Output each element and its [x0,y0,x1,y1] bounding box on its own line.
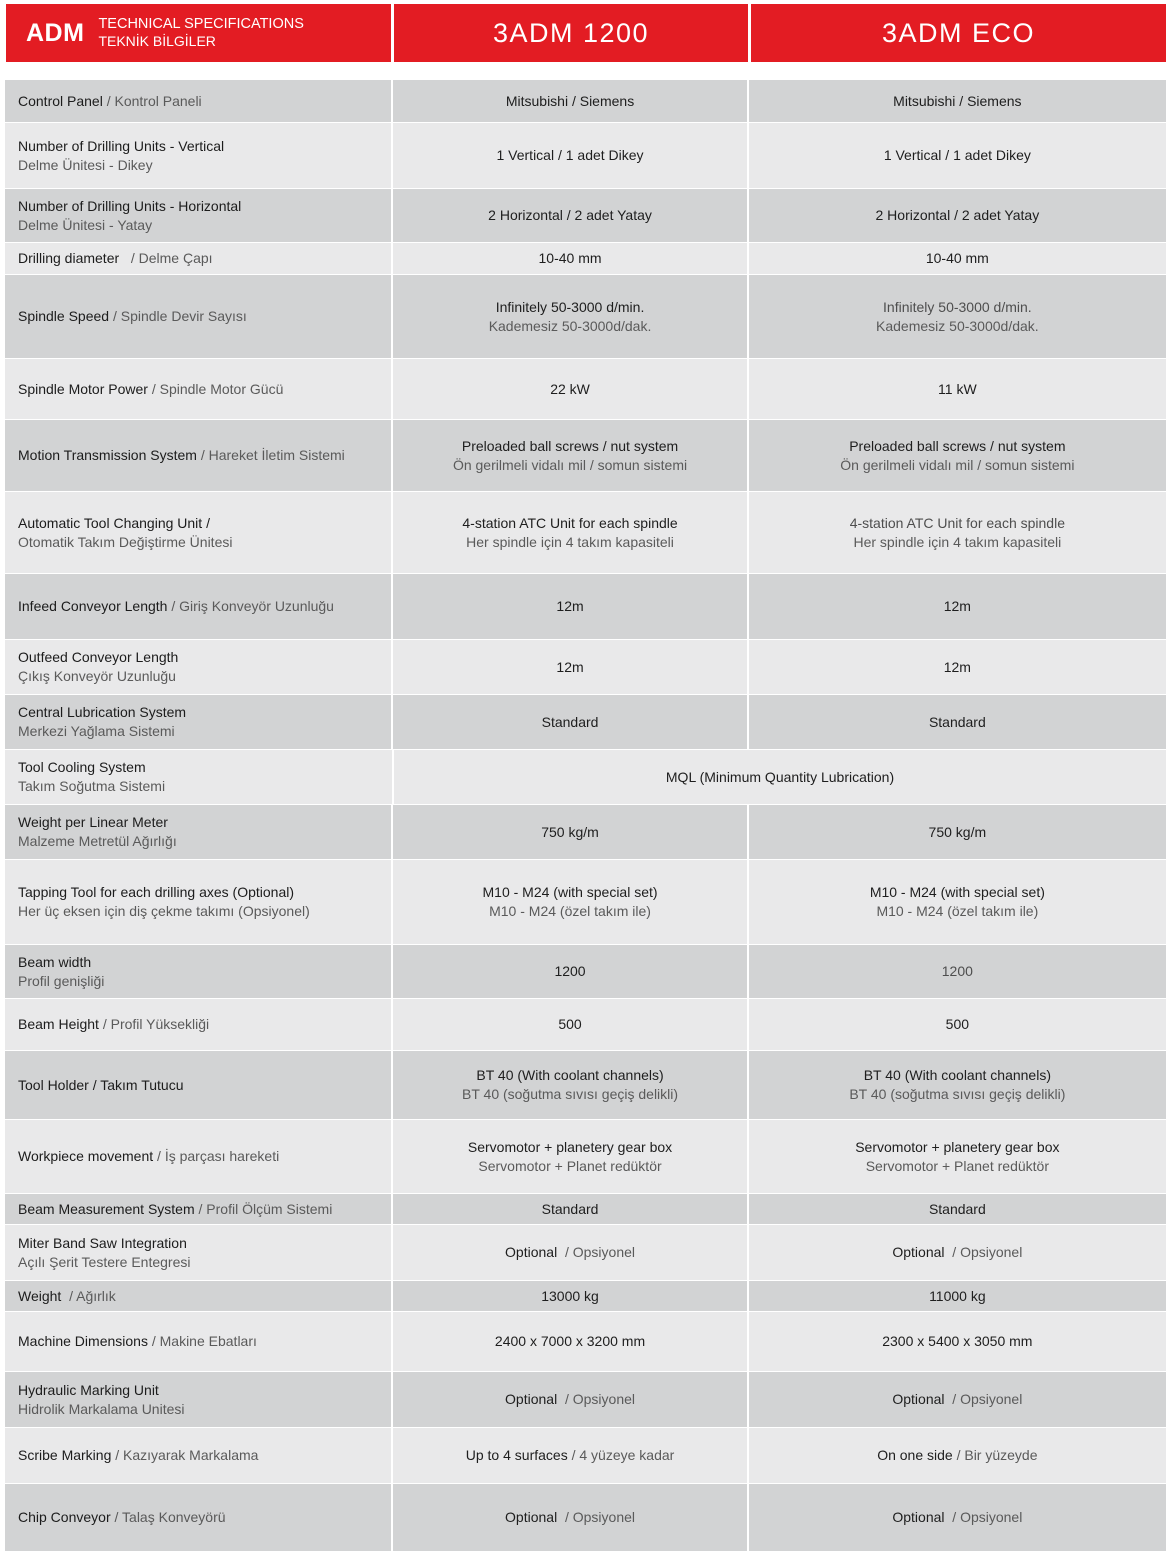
model-2-value-cell [749,359,1166,419]
table-row [5,999,1166,1051]
value-line-1: 2400 x 7000 x 3200 mm [494,1333,646,1349]
label-en: Spindle Motor Power [18,380,148,397]
model-1-value-cell [393,860,746,944]
model-2-value-cell [749,1312,1166,1371]
label-tr: Takım Soğutma Sistemi [18,778,166,794]
value-line-1: Standard [928,713,986,730]
label-en: Outfeed Conveyor Length [18,649,179,665]
label-separator: / [111,1447,124,1463]
table-row [5,640,1166,695]
spec-label-cell [5,275,391,358]
label-tr: İş parçası hareketi [164,1148,280,1164]
model-1-value-cell [393,945,746,998]
value-line-1: 2300 x 5400 x 3050 mm [882,1333,1033,1349]
label-tr: Delme Ünitesi - Dikey [18,156,153,173]
table-row [5,1120,1166,1194]
spec-label-cell [5,189,391,242]
model-1-value-cell [393,1194,746,1224]
value-line-1: 13000 kg [541,1287,599,1304]
spec-label-cell [5,243,391,274]
model-1-value-cell [393,275,746,358]
label-en: Control Panel [18,92,103,109]
spec-label-cell [5,420,391,491]
model-1-value-cell [393,695,746,749]
value-line-1: 12m [556,598,584,614]
table-row [5,945,1166,999]
table-row [5,1312,1166,1372]
model-1-value-cell [393,805,746,859]
label-en: Chip Conveyor [18,1509,111,1525]
value-tr: Bir yüzeyde [964,1447,1038,1463]
table-row [5,123,1166,189]
value-line-1: Standard [541,713,599,730]
value-line-1: M10 - M24 (with special set) [482,884,658,900]
value-tr: Opsiyonel [572,1391,636,1407]
value-line-2: Her spindle için 4 takım kapasiteli [466,533,674,550]
value-line-1: 1 Vertical / 1 adet Dikey [496,147,644,163]
table-row [5,359,1166,420]
value-line-1: BT 40 (With coolant channels) [863,1067,1051,1083]
value-line-2: BT 40 (soğutma sıvısı geçiş delikli) [849,1086,1066,1102]
value-line-2: Servomotor + Planet redüktör [478,1157,662,1174]
value-tr: Opsiyonel [960,1509,1023,1525]
spec-label-cell [5,1194,391,1224]
value-line-1: Standard [541,1200,599,1217]
spec-label-cell [5,945,391,998]
label-separator: / [167,598,180,614]
value-line-1: Mitsubishi / Siemens [893,92,1022,109]
value-en: Optional [505,1509,558,1525]
value-line-1: Standard [928,1200,986,1217]
model-1-value-cell [393,999,746,1050]
model-2-value-cell [749,189,1166,242]
model-2-value-cell [749,695,1166,749]
table-row [5,80,1166,123]
value-tr: Opsiyonel [960,1391,1023,1407]
label-en: Miter Band Saw Integration [18,1234,187,1251]
label-separator: / [110,1509,123,1525]
label-separator: / [194,1200,207,1217]
value-line-1: 750 kg/m [928,823,987,840]
model-2-value-cell [749,420,1166,491]
label-tr: Hareket İletim Sistemi [208,447,345,463]
model-1-value-cell [393,492,746,573]
model-2-value-cell [749,860,1166,944]
label-en: Tapping Tool for each drilling axes (Optional) [18,884,295,900]
value-line-2: M10 - M24 (özel takım ile) [489,903,651,919]
value-separator: / [557,1509,573,1525]
value-separator: / [567,1447,580,1463]
value-line-1: 11000 kg [929,1287,986,1304]
model-1-heading: 3ADM 1200 [394,4,748,62]
table-row [5,189,1166,243]
spec-label-cell [5,1428,391,1483]
model-2-value-cell [749,945,1166,998]
model-2-value-cell [749,574,1166,639]
value-en: Optional [892,1244,945,1260]
model-2-heading: 3ADM ECO [751,4,1166,62]
value-tr: 4 yüzeye kadar [579,1447,675,1463]
value-line-1: 1200 [554,963,586,979]
label-en: Number of Drilling Units - Horizontal [18,197,242,214]
label-en: Beam Height [18,1016,99,1032]
model-1-value-cell [393,359,746,419]
header-title [98,16,303,50]
value-line-1: BT 40 (With coolant channels) [476,1067,664,1083]
value-line-1: 500 [945,1016,970,1032]
label-en: Scribe Marking [18,1447,112,1463]
value-line-1: 10-40 mm [538,250,602,266]
label-tr: Talaş Konveyörü [122,1509,226,1525]
label-tr: Merkezi Yağlama Sistemi [18,723,175,739]
label-en: Motion Transmission System [18,447,197,463]
value-line-2: Ön gerilmeli vidalı mil / somun sistemi [840,456,1075,473]
table-row [5,1194,1166,1225]
spec-label-cell [5,492,391,573]
table-row [5,1281,1166,1312]
value-tr: Opsiyonel [572,1509,636,1525]
model-1-value-cell [393,574,746,639]
shared-value: MQL (Minimum Quantity Lubrication) [665,768,895,785]
model-1-value-cell [393,1051,746,1119]
value-separator: / [557,1244,573,1260]
table-row [5,1428,1166,1484]
label-tr: Açılı Şerit Testere Entegresi [18,1253,191,1270]
model-1-value-cell [393,80,746,122]
label-tr: Malzeme Metretül Ağırlığı [18,833,177,849]
label-tr: Delme Çapı [138,250,213,266]
table-row [5,805,1166,860]
label-tr: Hidrolik Markalama Unitesi [18,1400,185,1417]
table-row [5,420,1166,492]
spec-label-cell [5,359,391,419]
label-separator: / [119,250,139,266]
value-line-1: Servomotor + planetery gear box [855,1138,1060,1155]
title-en: TECHNICAL SPECIFICATIONS [98,16,304,32]
value-line-1: 12m [943,658,971,675]
model-2-value-cell [749,243,1166,274]
value-line-1: 12m [943,598,971,614]
value-line-1: 500 [558,1016,582,1032]
value-separator: / [944,1391,961,1407]
model-1-value-cell [393,1484,746,1551]
model-2-value-cell [749,1120,1166,1193]
value-line-1: Mitsubishi / Siemens [505,92,635,109]
value-tr: Opsiyonel [960,1244,1023,1260]
value-line-2: BT 40 (soğutma sıvısı geçiş delikli) [462,1086,679,1102]
label-tr: Delme Ünitesi - Yatay [18,216,153,233]
label-tr: Spindle Motor Gücü [159,380,284,397]
model-1-value-cell [393,1372,746,1427]
value-line-1: 10-40 mm [925,250,989,266]
spec-label-cell [5,1225,391,1280]
label-tr: Profil Yüksekliği [110,1016,210,1032]
value-line-2: Servomotor + Planet redüktör [865,1157,1049,1174]
spec-label-cell [5,80,391,122]
spec-label-cell [5,123,391,188]
label-tr: Otomatik Takım Değiştirme Ünitesi [18,533,233,550]
value-en: Optional [892,1509,945,1525]
table-row [5,1051,1166,1120]
spec-label-cell [5,1120,391,1193]
table-row [5,275,1166,359]
value-line-2: Ön gerilmeli vidalı mil / somun sistemi [452,456,688,473]
value-line-1: Preloaded ball screws / nut system [849,437,1066,454]
label-tr: Spindle Devir Sayısı [120,308,247,324]
label-tr: Çıkış Konveyör Uzunluğu [18,668,176,684]
value-en: Optional [505,1244,558,1260]
spec-label-cell [5,860,391,944]
table-row [5,492,1166,574]
model-1-value-cell [393,1281,746,1311]
spec-table [5,80,1166,1552]
spec-label-cell [5,640,391,694]
value-line-1: Infinitely 50-3000 d/min. [495,298,645,315]
label-tr: Kazıyarak Markalama [123,1447,259,1463]
model-2-value-cell [749,1428,1166,1483]
value-line-1: 12m [556,658,584,675]
value-line-2: Her spindle için 4 takım kapasiteli [853,533,1062,550]
value-tr: Opsiyonel [572,1244,636,1260]
table-row [5,1372,1166,1428]
value-line-1: 2 Horizontal / 2 adet Yatay [875,207,1040,223]
brand-cell [6,4,391,62]
value-separator: / [944,1509,961,1525]
label-tr: Profil genişliği [18,972,105,989]
label-tr: Profil Ölçüm Sistemi [206,1200,333,1217]
label-tr: Giriş Konveyör Uzunluğu [179,598,334,614]
label-en: Workpiece movement [18,1148,154,1164]
label-separator: / [196,447,209,463]
model-1-value-cell [393,640,746,694]
shared-value-cell [394,750,1166,804]
model-2-value-cell [749,80,1166,122]
spec-header [6,4,1166,62]
value-line-1: Servomotor + planetery gear box [467,1138,673,1155]
value-en: Optional [892,1391,945,1407]
model-1-value-cell [393,1120,746,1193]
spec-label-cell [5,805,391,859]
model-2-value-cell [749,805,1166,859]
spec-label-cell [5,1484,391,1551]
table-row [5,750,1166,805]
model-1-value-cell [393,1312,746,1371]
label-separator: / [153,1148,165,1164]
table-row [5,574,1166,640]
value-line-1: 4-station ATC Unit for each spindle [462,514,678,531]
value-line-2: Kademesiz 50-3000d/dak. [876,317,1039,334]
table-row [5,1484,1166,1552]
model-2-value-cell [749,275,1166,358]
value-line-1: 22 kW [550,380,590,397]
value-line-2: Kademesiz 50-3000d/dak. [488,317,652,334]
table-row [5,695,1166,750]
label-en: Weight per Linear Meter [18,814,168,830]
model-1-value-cell [393,420,746,491]
label-en: Tool Holder / Takım Tutucu [18,1076,184,1093]
spec-label-cell [5,574,391,639]
label-en: Beam Measurement System [18,1200,195,1217]
value-line-2: M10 - M24 (özel takım ile) [876,903,1039,919]
model-2-value-cell [749,492,1166,573]
value-separator: / [944,1244,961,1260]
model-1-value-cell [393,189,746,242]
value-line-1: M10 - M24 (with special set) [869,884,1045,900]
table-row [5,860,1166,945]
adm-logo: ADM [26,18,85,47]
label-separator: / [61,1287,77,1304]
table-row [5,243,1166,275]
value-en: Up to 4 surfaces [465,1447,568,1463]
model-2-value-cell [749,1225,1166,1280]
model-2-value-cell [749,1484,1166,1551]
value-line-1: 11 kW [938,380,977,397]
label-separator: / [102,92,115,109]
label-en: Weight [18,1287,62,1304]
model-2-value-cell [749,1281,1166,1311]
label-separator: / [98,1016,111,1032]
spec-label-cell [5,1312,391,1371]
model-1-value-cell [393,243,746,274]
value-separator: / [952,1447,965,1463]
title-tr: TEKNİK BİLGİLER [98,33,216,49]
value-line-1: Preloaded ball screws / nut system [461,437,679,454]
label-en: Spindle Speed [18,308,110,324]
label-tr: Makine Ebatları [159,1333,257,1349]
spec-label-cell [5,999,391,1050]
value-en: Optional [505,1391,558,1407]
value-line-1: 2 Horizontal / 2 adet Yatay [488,207,652,223]
label-separator: / [109,308,121,324]
table-row [5,1225,1166,1281]
label-separator: / [147,1333,160,1349]
label-separator: / [147,380,160,397]
value-separator: / [557,1391,573,1407]
value-line-1: 4-station ATC Unit for each spindle [849,514,1065,531]
spec-label-cell [5,1051,391,1119]
value-en: On one side [877,1447,953,1463]
model-2-value-cell [749,1194,1166,1224]
label-en: Beam width [18,953,92,970]
model-1-value-cell [393,1225,746,1280]
label-en: Automatic Tool Changing Unit / [18,514,210,531]
label-en: Machine Dimensions [18,1333,148,1349]
label-en: Tool Cooling System [18,759,146,775]
spec-label-cell [5,750,392,804]
label-en: Central Lubrication System [18,704,187,720]
spec-label-cell [5,1281,391,1311]
model-1-value-cell [393,123,746,188]
spec-label-cell [5,695,391,749]
model-2-value-cell [749,640,1166,694]
label-tr: Her üç eksen için diş çekme takımı (Opsiyonel) [18,903,310,919]
value-line-1: 750 kg/m [541,823,599,840]
model-2-value-cell [749,1372,1166,1427]
value-line-1: 1 Vertical / 1 adet Dikey [883,147,1031,163]
label-en: Number of Drilling Units - Vertical [18,137,225,154]
label-tr: Kontrol Paneli [114,92,202,109]
model-2-value-cell [749,999,1166,1050]
label-en: Hydraulic Marking Unit [18,1381,159,1398]
label-en: Drilling diameter [18,250,120,266]
value-line-1: Infinitely 50-3000 d/min. [883,298,1032,315]
label-tr: Ağırlık [76,1287,116,1304]
model-2-value-cell [749,123,1166,188]
label-en: Infeed Conveyor Length [18,598,168,614]
model-1-value-cell [393,1428,746,1483]
spec-label-cell [5,1372,391,1427]
model-2-value-cell [749,1051,1166,1119]
value-line-1: 1200 [941,963,973,979]
